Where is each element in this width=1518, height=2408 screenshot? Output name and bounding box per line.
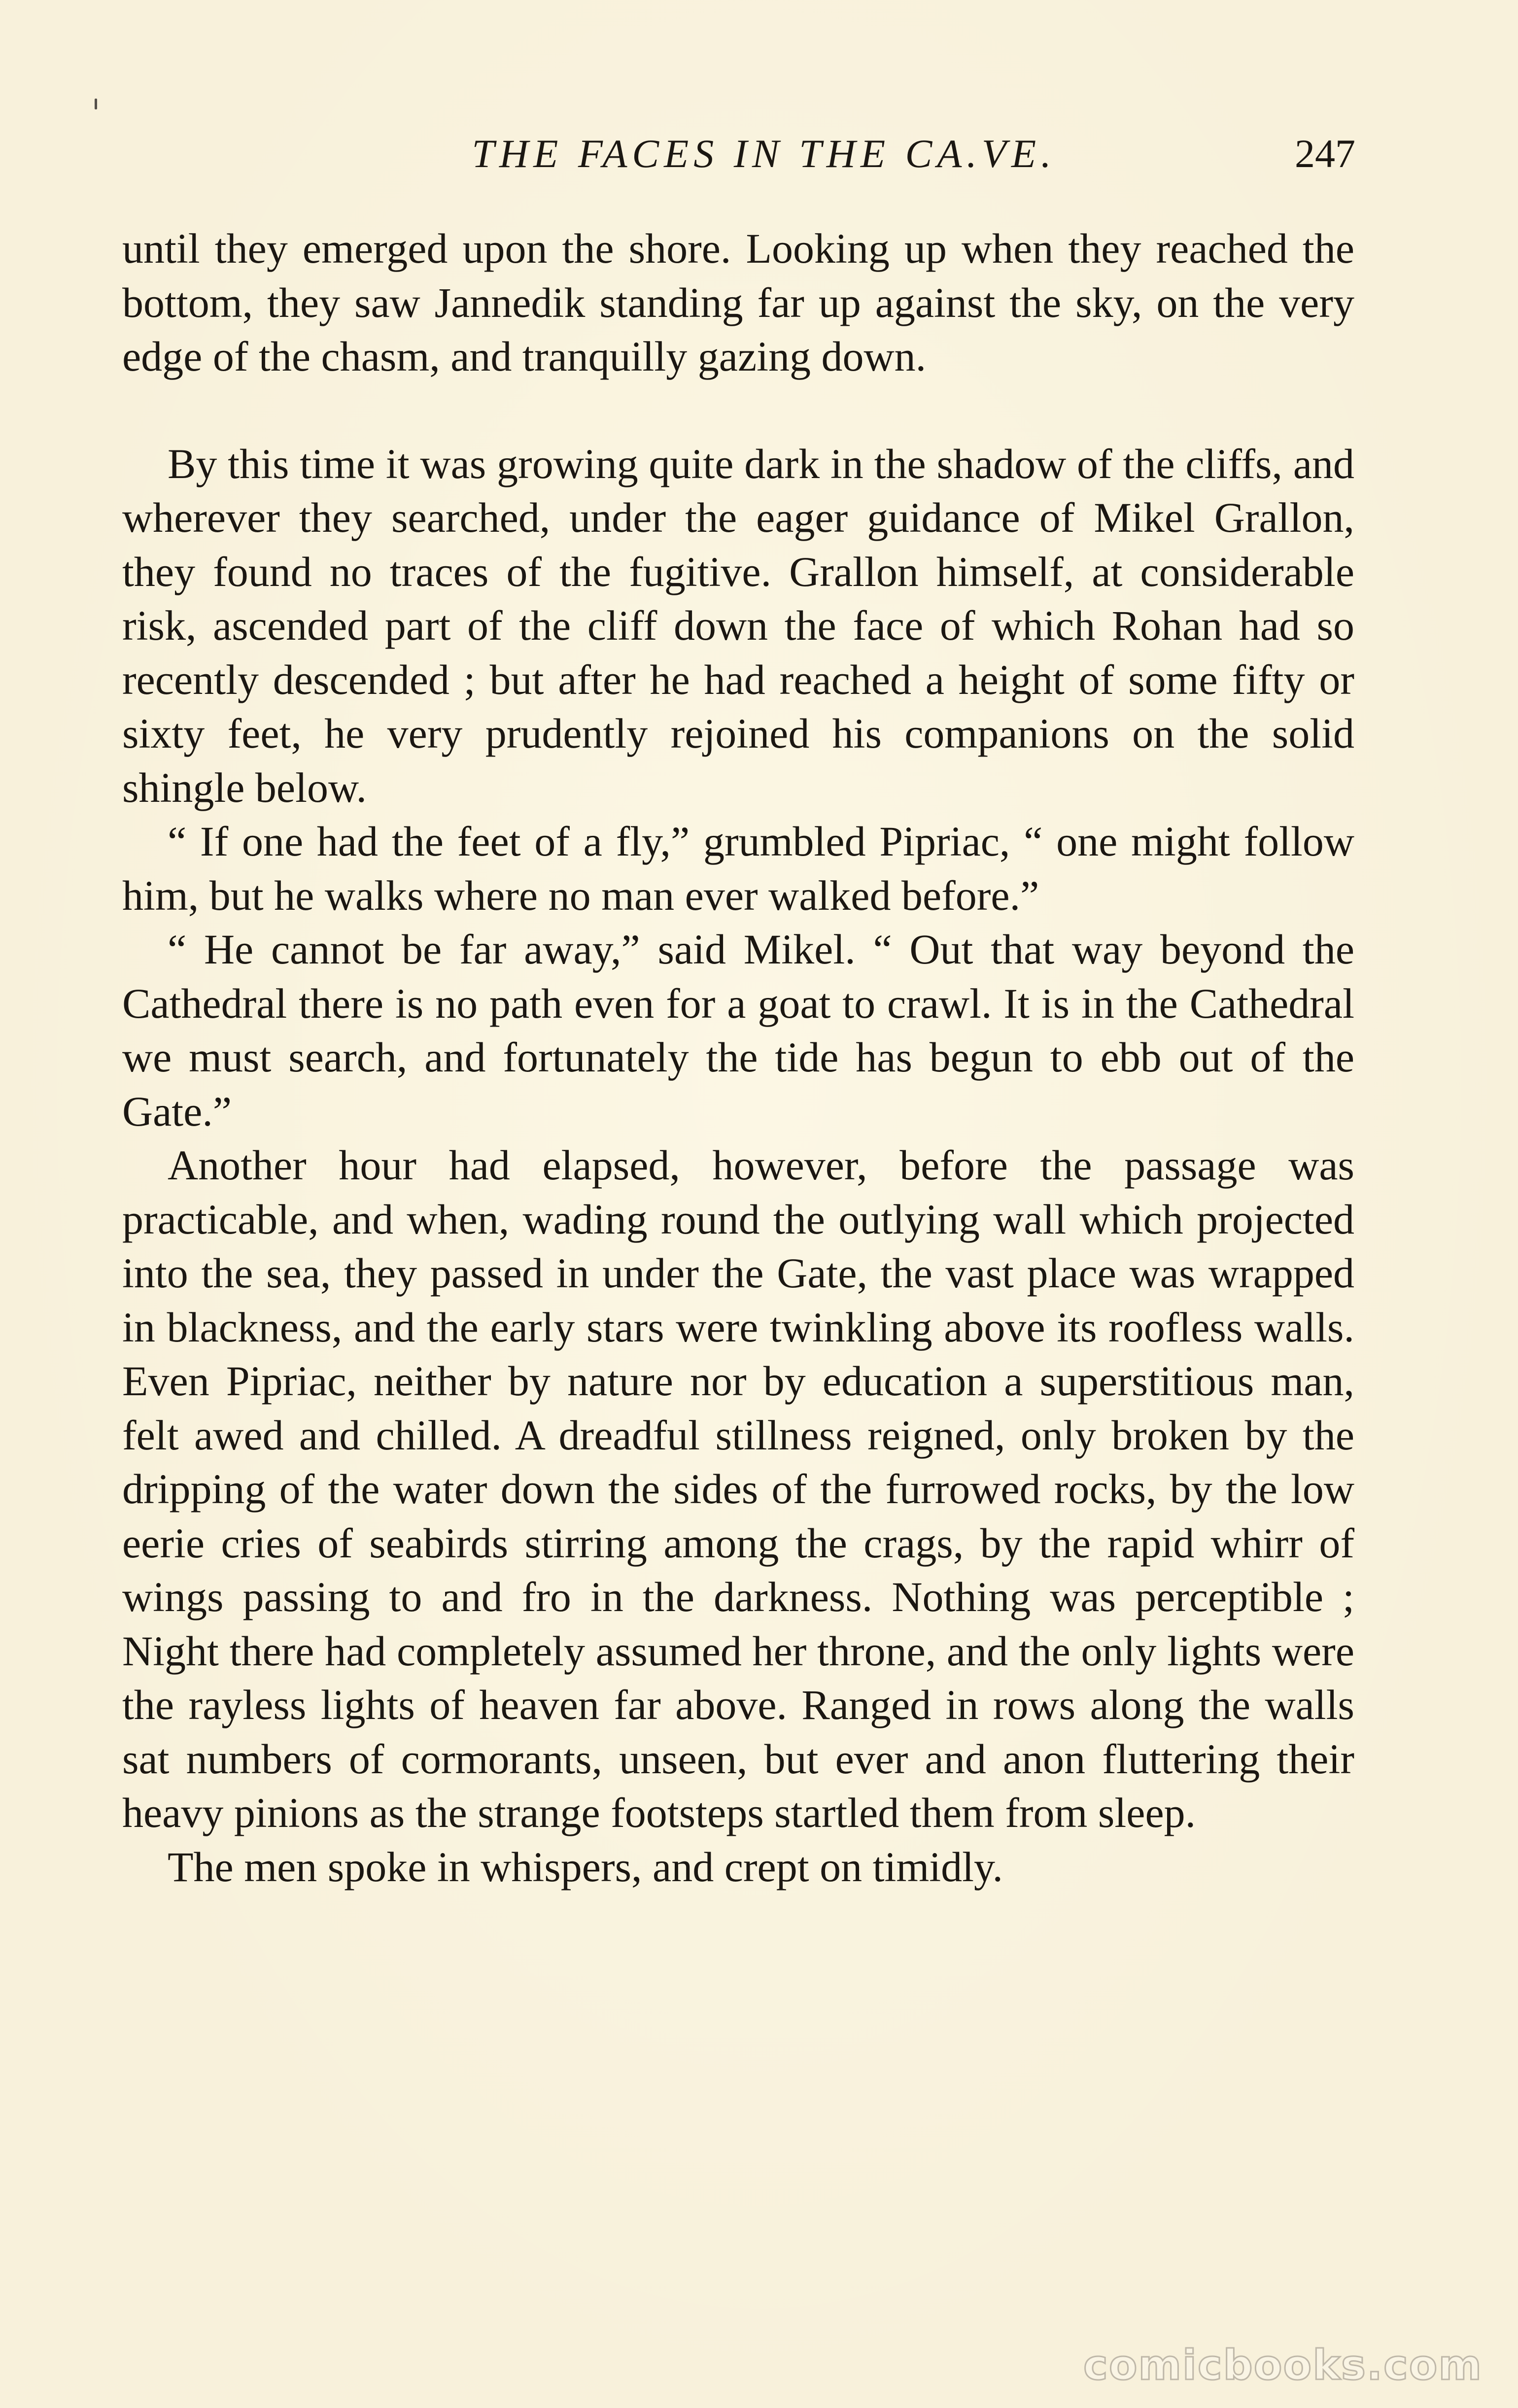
- watermark: comicbooks.com: [1083, 2341, 1483, 2389]
- running-title: THE FACES IN THE CA.VE.: [472, 131, 1056, 176]
- page-number: 247: [1295, 131, 1355, 176]
- paragraph: Another hour had elapsed, however, before the passage was practicable, and when, wading round the outlying wall which projected into the sea, they passed in under the Gate, the vast place was wrapped in blackness, and the early stars were twinkling above its roofless walls. Even Pipriac, neither by nature nor by education a superstitious man, felt awed and chilled. A dreadful stillness reigned, only broken by the dripping of the water down the sides of the furrowed rocks, by the low eerie cries of seabirds stirring among the crags, by the rapid whirr of wings passing to and fro in the darkness. Nothing was perceptible ; Night there had completely assumed her throne, and the only lights were the rayless lights of heaven far above. Ranged in rows along the walls sat numbers of cormorants, unseen, but ever and anon fluttering their heavy pinions as the strange footsteps startled them from sleep.: [122, 1141, 1354, 1836]
- paragraph: By this time it was growing quite dark in the shadow of the cliffs, and wherever they searched, under the eager guidance of Mikel Grallon, they found no traces of the fugitive. Grallon himself, at considerable risk, ascended part of the cliff down the face of which Rohan had so recently descended ; but after he had reached a height of some fifty or sixty feet, he very prudently rejoined his companions on the solid shingle below.: [122, 440, 1354, 811]
- paragraph-continued: until they emerged upon the shore. Looking up when they reached the bottom, they saw Jannedik standing far up against the sky, on the very edge of the chasm, and tranquilly gazing down.: [122, 225, 1354, 380]
- paragraph-dialogue: “ He cannot be far away,” said Mikel. “ Out that way beyond the Cathedral there is no path even for a goat to crawl. It is in the Cathedral we must search, and fortunately the tide has begun to ebb out of the Gate.”: [122, 926, 1354, 1135]
- paragraph-dialogue: “ If one had the feet of a fly,” grumbled Pipriac, “ one might follow him, but he walks where no man ever walked before.”: [122, 818, 1354, 919]
- stray-ink-mark: [95, 99, 97, 109]
- running-head: [123, 129, 1355, 178]
- body-text: [122, 222, 1354, 1894]
- paragraph: The men spoke in whispers, and crept on timidly.: [168, 1843, 1003, 1891]
